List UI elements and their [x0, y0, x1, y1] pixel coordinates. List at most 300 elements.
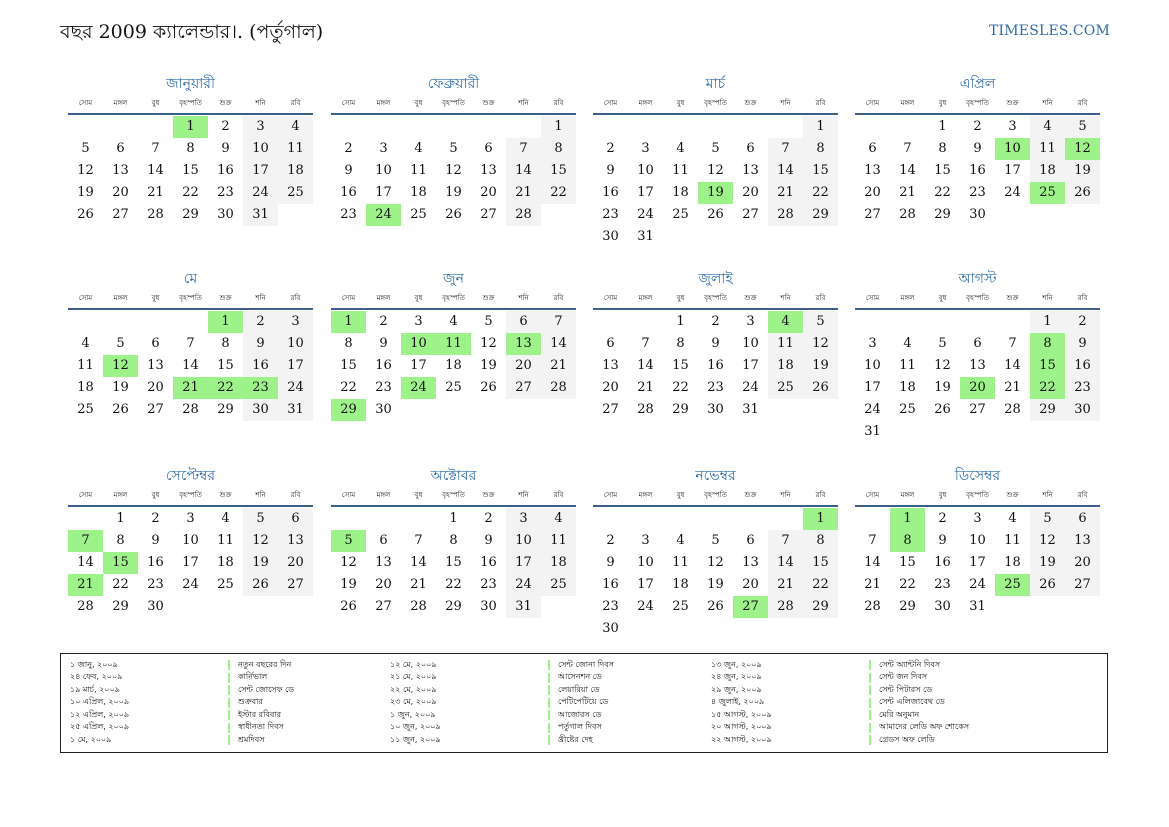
day-cell[interactable]: 30	[602, 621, 619, 636]
day-cell[interactable]: 28	[768, 596, 803, 618]
holiday-day-cell[interactable]: 10	[401, 333, 436, 355]
day-cell[interactable]: 29	[1030, 399, 1065, 421]
day-cell[interactable]: 8	[676, 336, 685, 351]
day-cell[interactable]: 31	[243, 204, 278, 226]
day-cell[interactable]: 20	[147, 380, 164, 395]
day-cell[interactable]: 2	[484, 511, 493, 526]
day-cell[interactable]: 8	[938, 141, 947, 156]
day-cell[interactable]: 9	[606, 555, 615, 570]
day-cell[interactable]: 2	[344, 141, 353, 156]
day-cell[interactable]: 24	[1004, 185, 1021, 200]
day-cell[interactable]: 27	[278, 574, 313, 596]
day-cell[interactable]: 22	[803, 182, 838, 204]
day-cell[interactable]: 4	[903, 336, 912, 351]
day-cell[interactable]: 16	[602, 185, 619, 200]
day-cell[interactable]: 23	[602, 207, 619, 222]
day-cell[interactable]: 13	[112, 163, 129, 178]
day-cell[interactable]: 21	[768, 574, 803, 596]
holiday-day-cell[interactable]: 1	[208, 311, 243, 333]
day-cell[interactable]: 15	[182, 163, 199, 178]
day-cell[interactable]: 18	[1004, 555, 1021, 570]
day-cell[interactable]: 15	[803, 160, 838, 182]
day-cell[interactable]: 9	[221, 141, 230, 156]
day-cell[interactable]: 13	[864, 163, 881, 178]
day-cell[interactable]: 16	[969, 163, 986, 178]
day-cell[interactable]: 24	[742, 380, 759, 395]
day-cell[interactable]: 5	[711, 141, 720, 156]
day-cell[interactable]: 24	[637, 599, 654, 614]
day-cell[interactable]: 18	[77, 380, 94, 395]
day-cell[interactable]: 18	[672, 185, 689, 200]
day-cell[interactable]: 13	[480, 163, 497, 178]
day-cell[interactable]: 19	[1030, 552, 1065, 574]
day-cell[interactable]: 15	[340, 358, 357, 373]
holiday-day-cell[interactable]: 21	[173, 377, 208, 399]
day-cell[interactable]: 11	[278, 138, 313, 160]
day-cell[interactable]: 20	[506, 355, 541, 377]
day-cell[interactable]: 19	[803, 355, 838, 377]
day-cell[interactable]: 30	[480, 599, 497, 614]
holiday-day-cell[interactable]: 1	[331, 311, 366, 333]
day-cell[interactable]: 26	[803, 377, 838, 399]
day-cell[interactable]: 30	[147, 599, 164, 614]
day-cell[interactable]: 16	[375, 358, 392, 373]
day-cell[interactable]: 12	[77, 163, 94, 178]
day-cell[interactable]: 19	[707, 577, 724, 592]
day-cell[interactable]: 14	[147, 163, 164, 178]
day-cell[interactable]: 6	[278, 508, 313, 530]
day-cell[interactable]: 4	[541, 508, 576, 530]
day-cell[interactable]: 1	[1030, 311, 1065, 333]
day-cell[interactable]: 14	[637, 358, 654, 373]
day-cell[interactable]: 4	[676, 141, 685, 156]
day-cell[interactable]: 5	[81, 141, 90, 156]
day-cell[interactable]: 14	[899, 163, 916, 178]
day-cell[interactable]: 22	[672, 380, 689, 395]
day-cell[interactable]: 10	[864, 358, 881, 373]
day-cell[interactable]: 13	[278, 530, 313, 552]
day-cell[interactable]: 6	[746, 533, 755, 548]
day-cell[interactable]: 26	[480, 380, 497, 395]
day-cell[interactable]: 17	[969, 555, 986, 570]
day-cell[interactable]: 13	[969, 358, 986, 373]
day-cell[interactable]: 6	[746, 141, 755, 156]
day-cell[interactable]: 5	[711, 533, 720, 548]
day-cell[interactable]: 4	[221, 511, 230, 526]
day-cell[interactable]: 4	[1008, 511, 1017, 526]
day-cell[interactable]: 15	[934, 163, 951, 178]
holiday-day-cell[interactable]: 13	[506, 333, 541, 355]
day-cell[interactable]: 23	[1065, 377, 1100, 399]
day-cell[interactable]: 20	[278, 552, 313, 574]
day-cell[interactable]: 24	[243, 182, 278, 204]
day-cell[interactable]: 19	[445, 185, 462, 200]
day-cell[interactable]: 25	[410, 207, 427, 222]
day-cell[interactable]: 18	[410, 185, 427, 200]
day-cell[interactable]: 9	[711, 336, 720, 351]
day-cell[interactable]: 22	[899, 577, 916, 592]
day-cell[interactable]: 17	[182, 555, 199, 570]
day-cell[interactable]: 14	[1004, 358, 1021, 373]
day-cell[interactable]: 30	[934, 599, 951, 614]
day-cell[interactable]: 4	[278, 116, 313, 138]
day-cell[interactable]: 23	[217, 185, 234, 200]
day-cell[interactable]: 17	[864, 380, 881, 395]
day-cell[interactable]: 17	[410, 358, 427, 373]
day-cell[interactable]: 24	[864, 402, 881, 417]
day-cell[interactable]: 13	[742, 163, 759, 178]
day-cell[interactable]: 14	[864, 555, 881, 570]
day-cell[interactable]: 19	[243, 552, 278, 574]
day-cell[interactable]: 23	[934, 577, 951, 592]
day-cell[interactable]: 18	[768, 355, 803, 377]
day-cell[interactable]: 6	[973, 336, 982, 351]
day-cell[interactable]: 15	[899, 555, 916, 570]
day-cell[interactable]: 3	[414, 314, 423, 329]
day-cell[interactable]: 21	[864, 577, 881, 592]
day-cell[interactable]: 3	[868, 336, 877, 351]
day-cell[interactable]: 25	[899, 402, 916, 417]
day-cell[interactable]: 13	[375, 555, 392, 570]
day-cell[interactable]: 20	[480, 185, 497, 200]
day-cell[interactable]: 19	[480, 358, 497, 373]
day-cell[interactable]: 5	[116, 336, 125, 351]
day-cell[interactable]: 29	[217, 402, 234, 417]
day-cell[interactable]: 9	[973, 141, 982, 156]
day-cell[interactable]: 3	[278, 311, 313, 333]
day-cell[interactable]: 15	[217, 358, 234, 373]
day-cell[interactable]: 6	[868, 141, 877, 156]
day-cell[interactable]: 9	[606, 163, 615, 178]
day-cell[interactable]: 11	[672, 163, 689, 178]
day-cell[interactable]: 7	[506, 138, 541, 160]
day-cell[interactable]: 2	[151, 511, 160, 526]
day-cell[interactable]: 11	[1004, 533, 1021, 548]
day-cell[interactable]: 16	[1065, 355, 1100, 377]
day-cell[interactable]: 18	[899, 380, 916, 395]
day-cell[interactable]: 3	[1008, 119, 1017, 134]
day-cell[interactable]: 17	[506, 552, 541, 574]
holiday-day-cell[interactable]: 25	[1030, 182, 1065, 204]
day-cell[interactable]: 12	[445, 163, 462, 178]
day-cell[interactable]: 23	[375, 380, 392, 395]
day-cell[interactable]: 28	[410, 599, 427, 614]
day-cell[interactable]: 7	[641, 336, 650, 351]
day-cell[interactable]: 21	[637, 380, 654, 395]
day-cell[interactable]: 6	[506, 311, 541, 333]
day-cell[interactable]: 12	[480, 336, 497, 351]
day-cell[interactable]: 27	[864, 207, 881, 222]
holiday-day-cell[interactable]: 10	[995, 138, 1030, 160]
holiday-day-cell[interactable]: 22	[1030, 377, 1065, 399]
day-cell[interactable]: 30	[243, 399, 278, 421]
day-cell[interactable]: 13	[742, 555, 759, 570]
day-cell[interactable]: 29	[899, 599, 916, 614]
day-cell[interactable]: 3	[379, 141, 388, 156]
day-cell[interactable]: 8	[541, 138, 576, 160]
day-cell[interactable]: 24	[506, 574, 541, 596]
day-cell[interactable]: 30	[969, 207, 986, 222]
day-cell[interactable]: 31	[742, 402, 759, 417]
day-cell[interactable]: 26	[243, 574, 278, 596]
day-cell[interactable]: 21	[541, 355, 576, 377]
day-cell[interactable]: 22	[340, 380, 357, 395]
holiday-day-cell[interactable]: 8	[1030, 333, 1065, 355]
day-cell[interactable]: 3	[186, 511, 195, 526]
day-cell[interactable]: 12	[1030, 530, 1065, 552]
holiday-day-cell[interactable]: 12	[1065, 138, 1100, 160]
day-cell[interactable]: 26	[445, 207, 462, 222]
day-cell[interactable]: 16	[243, 355, 278, 377]
day-cell[interactable]: 13	[147, 358, 164, 373]
day-cell[interactable]: 4	[81, 336, 90, 351]
day-cell[interactable]: 27	[742, 207, 759, 222]
day-cell[interactable]: 14	[77, 555, 94, 570]
day-cell[interactable]: 18	[278, 160, 313, 182]
day-cell[interactable]: 8	[803, 530, 838, 552]
day-cell[interactable]: 2	[1065, 311, 1100, 333]
day-cell[interactable]: 9	[243, 333, 278, 355]
day-cell[interactable]: 28	[1004, 402, 1021, 417]
day-cell[interactable]: 11	[672, 555, 689, 570]
day-cell[interactable]: 21	[1004, 380, 1021, 395]
day-cell[interactable]: 19	[112, 380, 129, 395]
holiday-day-cell[interactable]: 12	[103, 355, 138, 377]
day-cell[interactable]: 22	[112, 577, 129, 592]
holiday-day-cell[interactable]: 1	[803, 508, 838, 530]
day-cell[interactable]: 30	[217, 207, 234, 222]
day-cell[interactable]: 4	[449, 314, 458, 329]
day-cell[interactable]: 6	[116, 141, 125, 156]
day-cell[interactable]: 10	[243, 138, 278, 160]
day-cell[interactable]: 25	[278, 182, 313, 204]
day-cell[interactable]: 6	[151, 336, 160, 351]
day-cell[interactable]: 7	[151, 141, 160, 156]
day-cell[interactable]: 4	[676, 533, 685, 548]
day-cell[interactable]: 21	[768, 182, 803, 204]
day-cell[interactable]: 26	[707, 207, 724, 222]
day-cell[interactable]: 7	[1008, 336, 1017, 351]
day-cell[interactable]: 3	[746, 314, 755, 329]
day-cell[interactable]: 6	[606, 336, 615, 351]
day-cell[interactable]: 16	[217, 163, 234, 178]
holiday-day-cell[interactable]: 5	[331, 530, 366, 552]
day-cell[interactable]: 10	[278, 333, 313, 355]
day-cell[interactable]: 2	[606, 141, 615, 156]
day-cell[interactable]: 25	[672, 599, 689, 614]
day-cell[interactable]: 3	[973, 511, 982, 526]
day-cell[interactable]: 29	[934, 207, 951, 222]
day-cell[interactable]: 14	[768, 552, 803, 574]
day-cell[interactable]: 21	[147, 185, 164, 200]
day-cell[interactable]: 27	[147, 402, 164, 417]
day-cell[interactable]: 12	[934, 358, 951, 373]
day-cell[interactable]: 27	[375, 599, 392, 614]
day-cell[interactable]: 8	[344, 336, 353, 351]
day-cell[interactable]: 29	[672, 402, 689, 417]
day-cell[interactable]: 20	[375, 577, 392, 592]
day-cell[interactable]: 29	[803, 596, 838, 618]
day-cell[interactable]: 22	[445, 577, 462, 592]
holiday-day-cell[interactable]: 27	[733, 596, 768, 618]
day-cell[interactable]: 29	[803, 204, 838, 226]
day-cell[interactable]: 13	[602, 358, 619, 373]
day-cell[interactable]: 8	[116, 533, 125, 548]
day-cell[interactable]: 28	[864, 599, 881, 614]
holiday-day-cell[interactable]: 22	[208, 377, 243, 399]
holiday-day-cell[interactable]: 7	[68, 530, 103, 552]
day-cell[interactable]: 26	[1030, 574, 1065, 596]
day-cell[interactable]: 28	[182, 402, 199, 417]
day-cell[interactable]: 5	[1065, 116, 1100, 138]
holiday-day-cell[interactable]: 11	[436, 333, 471, 355]
day-cell[interactable]: 18	[445, 358, 462, 373]
day-cell[interactable]: 2	[938, 511, 947, 526]
day-cell[interactable]: 10	[637, 555, 654, 570]
day-cell[interactable]: 19	[1065, 160, 1100, 182]
day-cell[interactable]: 9	[484, 533, 493, 548]
day-cell[interactable]: 17	[637, 577, 654, 592]
day-cell[interactable]: 28	[77, 599, 94, 614]
day-cell[interactable]: 14	[410, 555, 427, 570]
day-cell[interactable]: 6	[379, 533, 388, 548]
day-cell[interactable]: 22	[934, 185, 951, 200]
day-cell[interactable]: 2	[243, 311, 278, 333]
day-cell[interactable]: 19	[340, 577, 357, 592]
day-cell[interactable]: 12	[803, 333, 838, 355]
day-cell[interactable]: 31	[864, 424, 881, 439]
day-cell[interactable]: 20	[602, 380, 619, 395]
day-cell[interactable]: 19	[934, 380, 951, 395]
day-cell[interactable]: 29	[182, 207, 199, 222]
day-cell[interactable]: 23	[147, 577, 164, 592]
day-cell[interactable]: 25	[541, 574, 576, 596]
day-cell[interactable]: 17	[375, 185, 392, 200]
day-cell[interactable]: 17	[243, 160, 278, 182]
day-cell[interactable]: 15	[672, 358, 689, 373]
day-cell[interactable]: 27	[480, 207, 497, 222]
day-cell[interactable]: 28	[637, 402, 654, 417]
day-cell[interactable]: 1	[803, 116, 838, 138]
day-cell[interactable]: 18	[672, 577, 689, 592]
holiday-day-cell[interactable]: 25	[995, 574, 1030, 596]
day-cell[interactable]: 11	[541, 530, 576, 552]
day-cell[interactable]: 20	[864, 185, 881, 200]
holiday-day-cell[interactable]: 29	[331, 399, 366, 421]
day-cell[interactable]: 12	[243, 530, 278, 552]
day-cell[interactable]: 21	[899, 185, 916, 200]
day-cell[interactable]: 1	[938, 119, 947, 134]
day-cell[interactable]: 3	[641, 141, 650, 156]
day-cell[interactable]: 2	[221, 119, 230, 134]
day-cell[interactable]: 3	[506, 508, 541, 530]
day-cell[interactable]: 13	[1065, 530, 1100, 552]
day-cell[interactable]: 6	[1065, 508, 1100, 530]
day-cell[interactable]: 10	[637, 163, 654, 178]
day-cell[interactable]: 26	[112, 402, 129, 417]
day-cell[interactable]: 15	[803, 552, 838, 574]
day-cell[interactable]: 30	[602, 229, 619, 244]
day-cell[interactable]: 2	[973, 119, 982, 134]
day-cell[interactable]: 22	[182, 185, 199, 200]
day-cell[interactable]: 16	[147, 555, 164, 570]
day-cell[interactable]: 24	[969, 577, 986, 592]
day-cell[interactable]: 12	[707, 555, 724, 570]
holiday-day-cell[interactable]: 19	[698, 182, 733, 204]
day-cell[interactable]: 16	[480, 555, 497, 570]
day-cell[interactable]: 17	[1004, 163, 1021, 178]
day-cell[interactable]: 10	[506, 530, 541, 552]
holiday-day-cell[interactable]: 4	[768, 311, 803, 333]
day-cell[interactable]: 8	[186, 141, 195, 156]
day-cell[interactable]: 11	[217, 533, 234, 548]
day-cell[interactable]: 28	[768, 204, 803, 226]
day-cell[interactable]: 23	[480, 577, 497, 592]
day-cell[interactable]: 14	[506, 160, 541, 182]
day-cell[interactable]: 26	[707, 599, 724, 614]
day-cell[interactable]: 29	[445, 599, 462, 614]
day-cell[interactable]: 18	[217, 555, 234, 570]
site-link[interactable]: TIMESLES.COM	[989, 23, 1110, 39]
holiday-day-cell[interactable]: 21	[68, 574, 103, 596]
day-cell[interactable]: 6	[484, 141, 493, 156]
day-cell[interactable]: 2	[379, 314, 388, 329]
day-cell[interactable]: 7	[186, 336, 195, 351]
day-cell[interactable]: 27	[506, 377, 541, 399]
day-cell[interactable]: 26	[77, 207, 94, 222]
day-cell[interactable]: 7	[768, 138, 803, 160]
day-cell[interactable]: 22	[541, 182, 576, 204]
day-cell[interactable]: 25	[768, 377, 803, 399]
day-cell[interactable]: 27	[1065, 574, 1100, 596]
day-cell[interactable]: 12	[340, 555, 357, 570]
day-cell[interactable]: 10	[182, 533, 199, 548]
day-cell[interactable]: 25	[217, 577, 234, 592]
day-cell[interactable]: 14	[768, 160, 803, 182]
day-cell[interactable]: 16	[707, 358, 724, 373]
day-cell[interactable]: 9	[938, 533, 947, 548]
day-cell[interactable]: 15	[541, 160, 576, 182]
day-cell[interactable]: 23	[707, 380, 724, 395]
day-cell[interactable]: 7	[414, 533, 423, 548]
day-cell[interactable]: 12	[707, 163, 724, 178]
day-cell[interactable]: 28	[147, 207, 164, 222]
day-cell[interactable]: 22	[803, 574, 838, 596]
day-cell[interactable]: 31	[969, 599, 986, 614]
holiday-day-cell[interactable]: 24	[366, 204, 401, 226]
day-cell[interactable]: 31	[506, 596, 541, 618]
day-cell[interactable]: 10	[375, 163, 392, 178]
day-cell[interactable]: 20	[1065, 552, 1100, 574]
day-cell[interactable]: 17	[637, 185, 654, 200]
day-cell[interactable]: 1	[541, 116, 576, 138]
day-cell[interactable]: 17	[278, 355, 313, 377]
day-cell[interactable]: 5	[484, 314, 493, 329]
day-cell[interactable]: 3	[641, 533, 650, 548]
day-cell[interactable]: 28	[541, 377, 576, 399]
day-cell[interactable]: 23	[340, 207, 357, 222]
day-cell[interactable]: 5	[803, 311, 838, 333]
day-cell[interactable]: 28	[506, 204, 541, 226]
day-cell[interactable]: 2	[606, 533, 615, 548]
holiday-day-cell[interactable]: 1	[173, 116, 208, 138]
day-cell[interactable]: 31	[278, 399, 313, 421]
day-cell[interactable]: 3	[243, 116, 278, 138]
day-cell[interactable]: 5	[1030, 508, 1065, 530]
day-cell[interactable]: 10	[742, 336, 759, 351]
day-cell[interactable]: 24	[182, 577, 199, 592]
day-cell[interactable]: 7	[541, 311, 576, 333]
